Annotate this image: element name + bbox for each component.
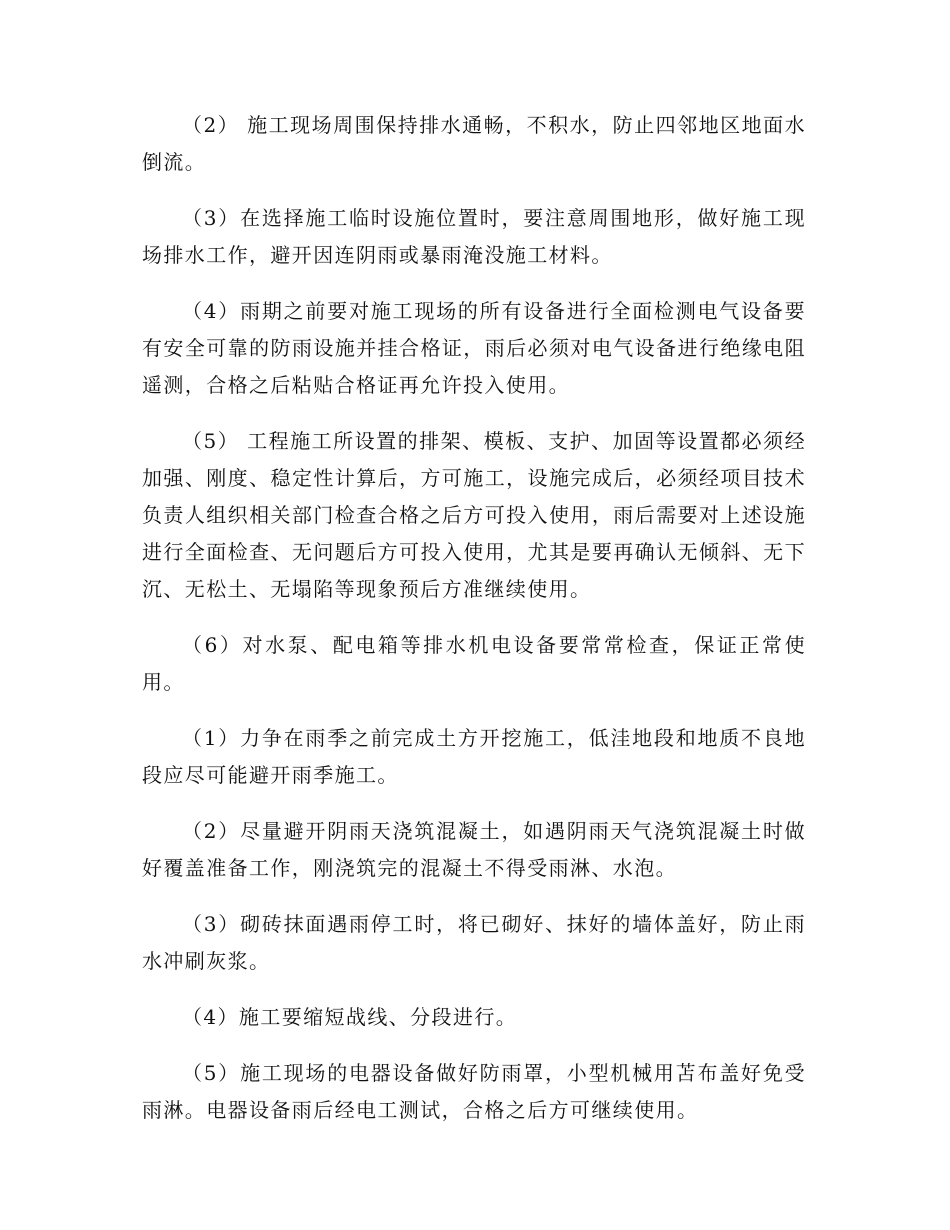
- document-body: [142, 107, 806, 1148]
- paragraph-concrete-pouring: （2）尽量避开阴雨天浇筑混凝土，如遇阴雨天气浇筑混凝土时做好覆盖准备工作，刚浇筑完的混凝土不得受雨淋、水泡。: [142, 819, 806, 880]
- paragraph-equipment-rain-cover: （5）施工现场的电器设备做好防雨罩，小型机械用苫布盖好免受雨淋。电器设备雨后经电工测试，合格之后方可继续使用。: [142, 1061, 806, 1122]
- paragraph-masonry: （3）砌砖抹面遇雨停工时，将已砌好、抹好的墙体盖好，防止雨水冲刷灰浆。: [142, 912, 806, 973]
- paragraph-pump-check: （6）对水泵、配电箱等排水机电设备要常常检查，保证正常使用。: [142, 633, 806, 694]
- paragraph-drainage-smooth: （2） 施工现场周围保持排水通畅，不积水，防止四邻地区地面水倒流。: [142, 113, 806, 174]
- paragraph-electrical-inspection: （4）雨期之前要对施工现场的所有设备进行全面检测电气设备要有安全可靠的防雨设施并挂合格证，雨后必须对电气设备进行绝缘电阻遥测，合格之后粘贴合格证再允许投入使用。: [142, 299, 806, 397]
- paragraph-shorten-front: （4）施工要缩短战线、分段进行。: [182, 1005, 518, 1029]
- paragraph-temporary-facilities: （3）在选择施工临时设施位置时，要注意周围地形，做好施工现场排水工作，避开因连阴雨或暴雨淹没施工材料。: [142, 206, 806, 267]
- paragraph-scaffold-formwork: （5） 工程施工所设置的排架、模板、支护、加固等设置都必须经加强、刚度、稳定性计算后，方可施工，设施完成后，必须经项目技术负责人组织相关部门检查合格之后方可投入使用，雨后需要对上述设施进行全面检查、无问题后方可投入使用，尤其是要再确认无倾斜、无下沉、无松土、无塌陷等现象预后方准继续使用。: [142, 429, 806, 601]
- paragraph-earthwork: （1）力争在雨季之前完成土方开挖施工，低洼地段和地质不良地段应尽可能避开雨季施工。: [142, 726, 806, 787]
